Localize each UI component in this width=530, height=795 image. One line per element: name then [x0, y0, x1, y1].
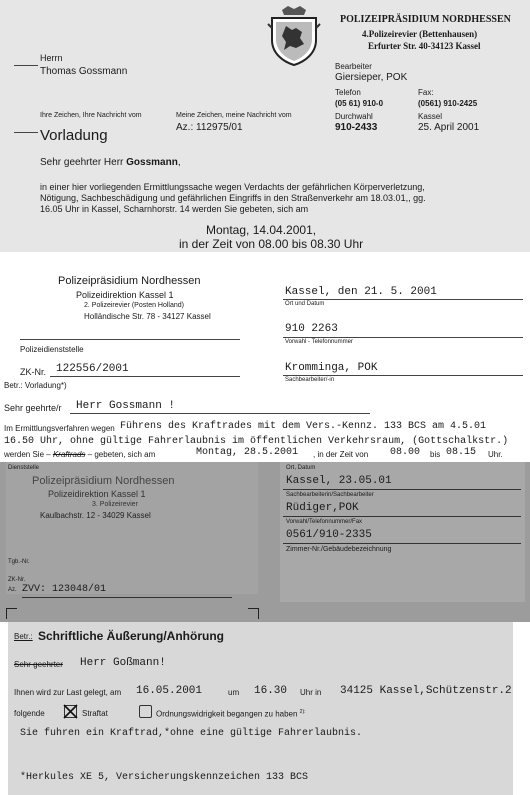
checkmark-x-icon: [63, 704, 78, 719]
werden-label: werden Sie –: [4, 450, 51, 459]
footnote-mark: 2):: [299, 709, 306, 715]
bearbeiter-label: Bearbeiter: [335, 62, 372, 71]
place-date-label: Ort und Datum: [285, 301, 325, 307]
letter-vorladung-1: [0, 0, 530, 252]
body-line-3: 16.05 Uhr in Kassel, Scharnhorstr. 14 werden Sie gebeten, sich am: [40, 204, 309, 214]
greeting-value: Herr Goßmann!: [80, 657, 166, 669]
greeting-suffix: ,: [177, 157, 181, 168]
fold-rule: [14, 132, 38, 133]
phone-label: Vorwahl/Telefonnummer/Fax: [286, 519, 363, 525]
recipient-salutation: Herrn: [40, 53, 63, 63]
unit-address: Erfurter Str. 40-34123 Kassel: [368, 41, 481, 51]
letter-anhoerung-body: [8, 622, 513, 795]
subject-heading: Vorladung: [40, 127, 108, 144]
greeting-prefix: Sehr geehrter Herr: [40, 157, 127, 168]
authority-name: Polizeipräsidium Nordhessen: [32, 475, 175, 487]
revier-name: 2. Polizeirevier (Posten Holland): [84, 302, 184, 309]
az-value: ZVV: 123048/01: [22, 584, 107, 595]
vehicle-note: *Herkules XE 5, Versicherungskennzeichen 133 BCS: [20, 772, 309, 783]
betr-label: Betr.:: [14, 632, 33, 641]
station-line: [20, 339, 240, 340]
telefon-label: Telefon: [335, 88, 361, 97]
phone-label: Vorwahl - Telefonnummer: [285, 339, 353, 345]
proceedings-label: Im Ermittlungsverfahren wegen: [4, 424, 115, 433]
fax-value: (0561) 910-2425: [418, 99, 478, 108]
from-time: 08.00: [390, 447, 421, 458]
betr-line: Betr.: Vorladung*): [4, 381, 67, 390]
hesse-coat-of-arms-icon: [262, 4, 326, 66]
owi-checkbox[interactable]: [139, 705, 152, 718]
dienststelle-label: Dienststelle: [8, 465, 40, 471]
anhoerung-title: Schriftliche Äußerung/Anhörung: [38, 629, 224, 643]
greeting-struck: Sehr geehrter: [14, 660, 63, 669]
greeting-value: Herr Gossmann !: [76, 400, 176, 412]
place-date-line: [283, 299, 523, 300]
greeting-name: Gossmann: [126, 157, 178, 168]
officer-label: Sachbearbeiter/-in: [285, 377, 335, 383]
accusation-label: Ihnen wird zur Last gelegt, am: [14, 688, 122, 697]
owi-label: [156, 709, 306, 719]
straftat-label: Straftat: [82, 709, 108, 718]
address-rule: [14, 65, 38, 66]
owi-text: Ordnungswidrigkeit begangen zu haben: [156, 709, 298, 719]
az-line: [22, 597, 232, 598]
appointment-date: Montag, 14.04.2001,: [206, 223, 317, 237]
ort-datum-line: [283, 489, 521, 490]
greeting-line: [70, 413, 370, 414]
officer-label: Sachbearbeiterin/Sachbearbeiter: [286, 492, 374, 498]
room-label: Zimmer-Nr./Gebäudebezeichnung: [286, 546, 392, 553]
recipient-name: Thomas Gossmann: [40, 66, 128, 77]
statement: Sie fuhren ein Kraftrad,*ohne eine gültige Fahrerlaubnis.: [20, 728, 363, 739]
revier-address: Kaulbachstr. 12 - 34029 Kassel: [40, 511, 151, 520]
werden-line: [4, 450, 155, 459]
ort-datum-value: Kassel, 23.05.01: [286, 475, 392, 487]
telefon-value: (05 61) 910-0: [335, 99, 384, 108]
body-line-1: in einer hier vorliegenden Ermittlungssache wegen Verdachts der gefährlichen Körperverletzung,: [40, 182, 425, 192]
phone-value: 910 2263: [285, 323, 338, 335]
letter-vorladung-2: [0, 255, 530, 460]
corner-mark-left: [6, 608, 17, 619]
fax-label: Fax:: [418, 88, 434, 97]
officer-value: Kromminga, POK: [285, 362, 378, 374]
tgb-label: Tgb.-Nr.: [8, 559, 30, 565]
directorate-name: Polizeidirektion Kassel 1: [76, 290, 174, 300]
officer-line: [283, 375, 523, 376]
corner-mark-right: [248, 608, 259, 619]
phone-line: [283, 543, 521, 544]
revier-address: Holländische Str. 78 - 34127 Kassel: [84, 312, 211, 321]
directorate-name: Polizeidirektion Kassel 1: [48, 489, 146, 499]
time-value: 16.30: [254, 685, 288, 697]
phone-line: [283, 337, 523, 338]
zk-value: 122556/2001: [56, 363, 129, 375]
to-time: 08.15: [446, 447, 477, 458]
proceedings-line-2: 16.50 Uhr, ohne gültige Fahrerlaubnis im öffentlichen Verkehrsraum, (Gottschalkstr.): [4, 436, 509, 447]
station-label: Polizeidienststelle: [20, 345, 84, 354]
phone-value: 0561/910-2335: [286, 529, 372, 541]
city-label: Kassel: [418, 112, 443, 121]
struck-word: Kraftrads: [52, 450, 86, 459]
durchwahl-value: 910-2433: [335, 122, 378, 133]
zk-label: ZK-Nr.: [8, 577, 26, 583]
um-label: um: [228, 688, 240, 697]
uhr-label: Uhr.: [488, 450, 503, 459]
zk-line: [50, 376, 240, 377]
date-value: 16.05.2001: [136, 685, 203, 697]
your-ref-label: Ihre Zeichen, Ihre Nachricht vom: [40, 112, 142, 119]
zk-label: ZK-Nr.: [20, 367, 46, 377]
unit-name: 4.Polizeirevier (Bettenhausen): [362, 29, 478, 39]
az-label: Az.: [8, 587, 17, 593]
folgende-label: folgende: [14, 709, 45, 718]
proceedings-line-1: Führens des Kraftrades mit dem Vers.-Kennz. 133 BCS am 4.5.01: [120, 421, 487, 432]
appointment-time: in der Zeit von 08.00 bis 08.30 Uhr: [179, 237, 364, 251]
ort-datum-label: Ort, Datum: [286, 465, 316, 471]
zeit-label: , in der Zeit von: [313, 450, 369, 459]
straftat-checkbox[interactable]: [64, 705, 77, 718]
letter-anhoerung-header: [0, 462, 530, 622]
durchwahl-label: Durchwahl: [335, 112, 373, 121]
my-ref-label: Meine Zeichen, meine Nachricht vom: [176, 112, 292, 119]
body-line-2: Nötigung, Sachbeschädigung und gefährlichen Eingriffs in den Straßenverkehr am 18.03.01,, gg.: [40, 193, 426, 203]
officer-value: Rüdiger,POK: [286, 502, 359, 514]
place-value: 34125 Kassel,Schützenstr.2: [340, 685, 512, 697]
place-date-value: Kassel, den 21. 5. 2001: [285, 286, 437, 298]
authority-name: Polizeipräsidium Nordhessen: [58, 275, 201, 287]
gebeten-label: – gebeten, sich am: [87, 450, 156, 459]
greeting-label: Sehr geehrte/r: [4, 403, 62, 413]
officer-line: [283, 516, 521, 517]
az-value: Az.: 112975/01: [176, 122, 243, 133]
bis-label: bis: [430, 450, 441, 459]
uhr-in-label: Uhr in: [300, 688, 322, 697]
bearbeiter-value: Giersieper, POK: [335, 72, 408, 83]
revier-name: 3. Polizeirevier: [92, 501, 138, 508]
authority-name: POLIZEIPRÄSIDIUM NORDHESSEN: [340, 14, 511, 25]
appointment-value: Montag, 28.5.2001: [196, 447, 299, 458]
date-value: 25. April 2001: [418, 122, 480, 133]
greeting-line: [40, 157, 181, 168]
